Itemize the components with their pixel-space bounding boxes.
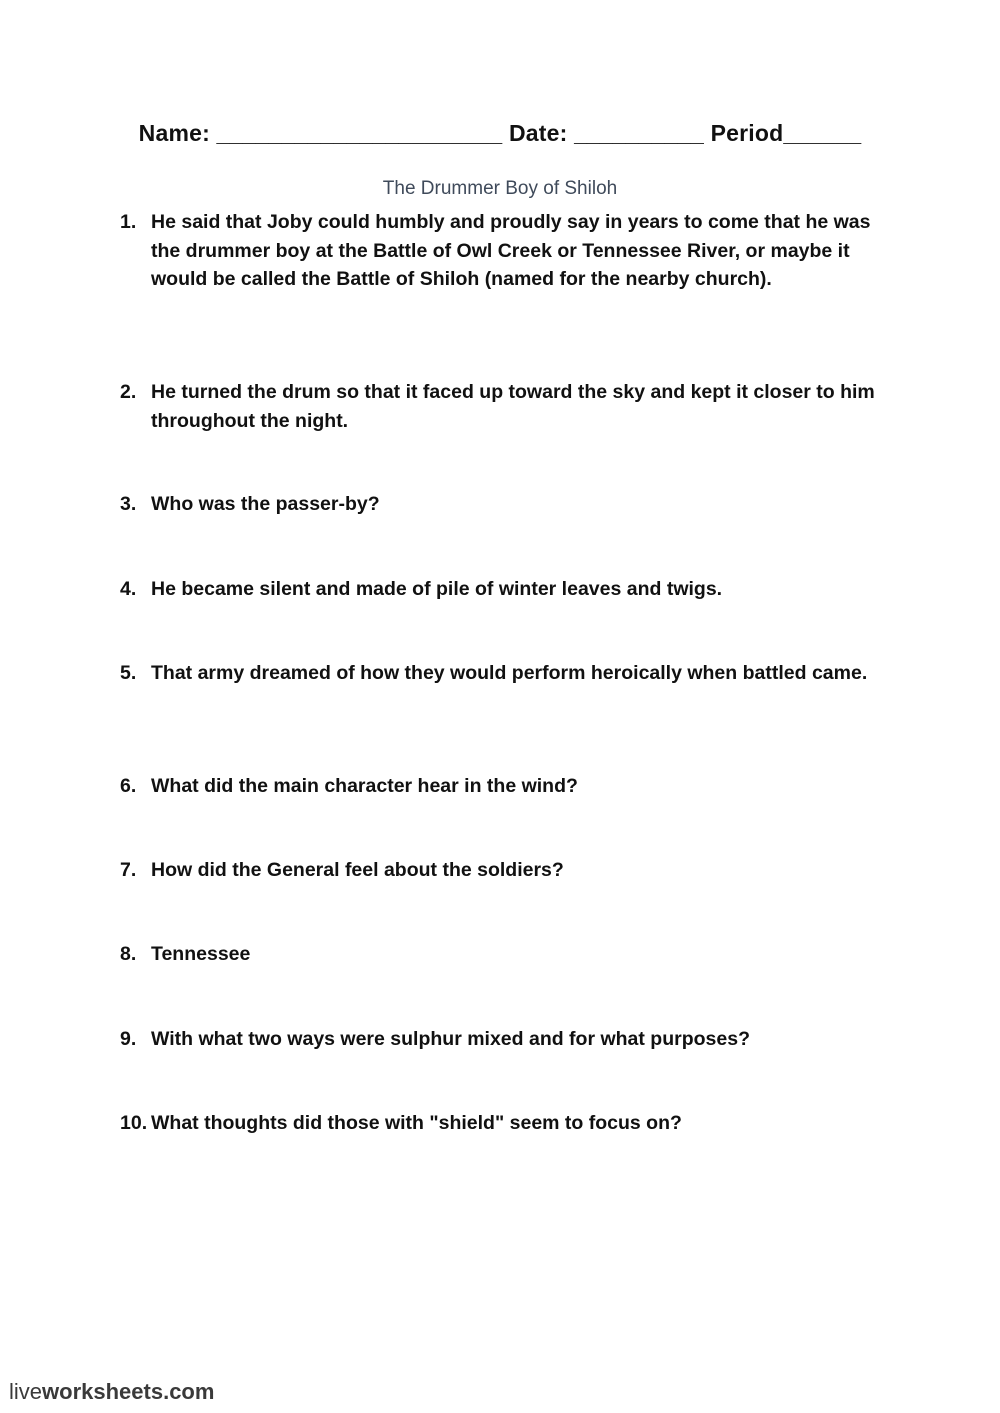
worksheet-title: The Drummer Boy of Shiloh	[382, 178, 618, 199]
question-number: 7.	[120, 859, 137, 881]
question-number: 6.	[120, 775, 137, 797]
question-number: 2.	[120, 381, 137, 403]
liveworksheets-logo[interactable]	[9, 1379, 214, 1405]
question-text: Who was the passer-by?	[151, 493, 380, 515]
logo-suffix-text: .com	[163, 1379, 215, 1404]
question-number: 3.	[120, 493, 137, 515]
worksheet-header	[0, 120, 1000, 147]
question-2	[120, 378, 890, 435]
period-field-label[interactable]: Period______	[710, 120, 862, 146]
question-6	[120, 772, 890, 801]
question-number: 1.	[120, 211, 137, 233]
question-4	[120, 575, 890, 604]
logo-live-text: live	[9, 1379, 43, 1404]
name-field-label[interactable]: Name: ______________________	[138, 120, 503, 146]
question-text: How did the General feel about the soldiers?	[151, 859, 564, 881]
date-field-label[interactable]: Date: __________	[508, 120, 704, 146]
question-10	[120, 1109, 890, 1138]
question-5	[120, 659, 890, 688]
question-text: That army dreamed of how they would perform heroically when battled came.	[151, 662, 868, 684]
question-8	[120, 940, 890, 969]
question-text: What did the main character hear in the wind?	[151, 775, 578, 797]
logo-worksheets-text: worksheets	[42, 1379, 164, 1404]
question-7	[120, 856, 890, 885]
question-number: 9.	[120, 1028, 137, 1050]
question-text: Tennessee	[151, 943, 251, 965]
question-text: He became silent and made of pile of winter leaves and twigs.	[151, 578, 723, 600]
question-3	[120, 490, 890, 519]
question-number: 10.	[120, 1112, 148, 1134]
question-text: What thoughts did those with "shield" seem to focus on?	[151, 1112, 682, 1134]
question-number: 8.	[120, 943, 137, 965]
question-text: He said that Joby could humbly and proudly say in years to come that he was the drummer boy at the Battle of Owl Creek or Tennessee River, or maybe it would be called the Battle of Shiloh (named for the nearby church).	[151, 211, 871, 290]
question-text: He turned the drum so that it faced up toward the sky and kept it closer to him throughout the night.	[151, 381, 875, 432]
question-number: 5.	[120, 662, 137, 684]
question-text: With what two ways were sulphur mixed and for what purposes?	[151, 1028, 750, 1050]
question-1	[120, 208, 890, 294]
question-9	[120, 1025, 890, 1054]
question-number: 4.	[120, 578, 137, 600]
